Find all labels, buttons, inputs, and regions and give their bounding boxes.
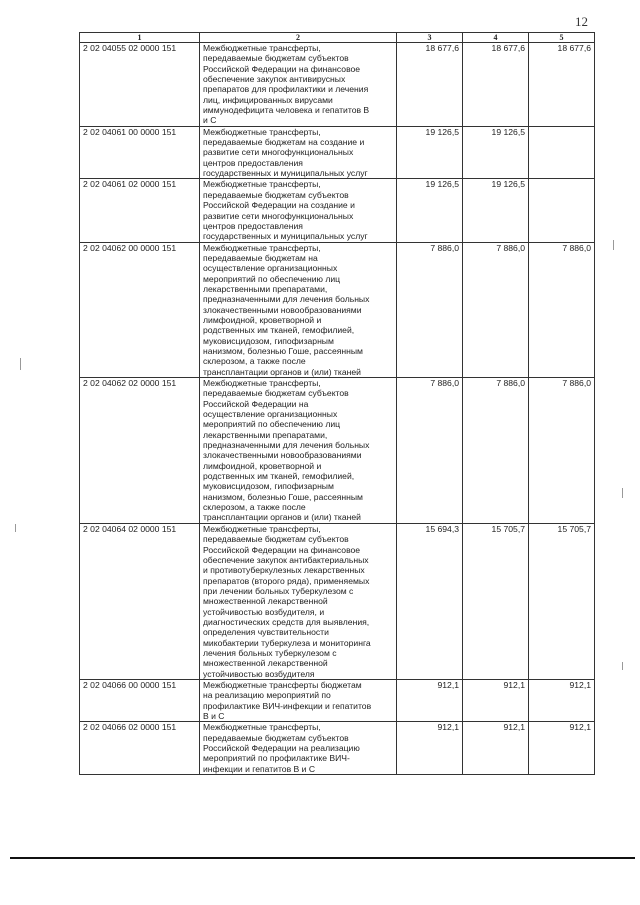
table-row: [80, 378, 595, 524]
description-line: иммунодефицита человека и гепатитов В: [203, 105, 370, 116]
description-line: мероприятий по обеспечению лиц: [203, 419, 341, 430]
revenue-code-cell: 2 02 04061 02 0000 151: [80, 179, 200, 242]
description-line: развитие сети многофункциональных: [203, 147, 354, 158]
description-line: множественной лекарственной: [203, 658, 328, 669]
amount-cell-col-3: 15 694,3: [397, 523, 463, 679]
table-body: [80, 43, 595, 775]
description-line: Межбюджетные трансферты,: [203, 179, 321, 190]
amount-cell-col-4: 912,1: [463, 679, 529, 721]
description-line: злокачественными новообразованиями: [203, 304, 362, 315]
description-line: передаваемые бюджетам на создание и: [203, 137, 365, 148]
amount-cell-col-5: 7 886,0: [529, 242, 595, 377]
description-line: муковисцидозом, гипофизарным: [203, 481, 334, 492]
margin-mark: [622, 488, 623, 498]
amount-cell-col-5: [529, 126, 595, 179]
description-line: Межбюджетные трансферты,: [203, 378, 321, 388]
description-line: муковисцидозом, гипофизарным: [203, 335, 334, 346]
description-line: препаратов для профилактики и лечения: [203, 84, 369, 95]
description-line: центров предоставления: [203, 220, 303, 231]
description-line: Межбюджетные трансферты,: [203, 126, 321, 137]
table-row: [80, 722, 595, 775]
description-line: Российской Федерации на финансовое: [203, 63, 361, 74]
amount-cell-col-5: 18 677,6: [529, 43, 595, 127]
description-line: определения чувствительности: [203, 627, 329, 638]
description-line: передаваемые бюджетам субъектов: [203, 732, 349, 743]
description-cell: [200, 523, 397, 679]
description-line: при лечении больных туберкулезом с: [203, 585, 354, 596]
description-line: на реализацию мероприятий по: [203, 690, 331, 701]
description-line: и С: [203, 115, 217, 126]
description-line: предназначенными для лечения больных: [203, 440, 370, 451]
description-line: профилактике ВИЧ-инфекции и гепатитов: [203, 700, 372, 711]
margin-mark: [613, 240, 614, 250]
description-cell: [200, 679, 397, 721]
description-line: передаваемые бюджетам субъектов: [203, 534, 349, 545]
amount-cell-col-5: 912,1: [529, 722, 595, 775]
margin-mark: [15, 524, 16, 532]
description-cell: [200, 378, 397, 524]
amount-cell-col-4: 15 705,7: [463, 523, 529, 679]
revenue-code-cell: 2 02 04066 00 0000 151: [80, 679, 200, 721]
amount-cell-col-5: 15 705,7: [529, 523, 595, 679]
description-line: трансплантации органов и (или) тканей: [203, 366, 361, 377]
description-cell: [200, 179, 397, 242]
description-line: склерозом, а также после: [203, 502, 306, 513]
description-line: государственных и муниципальных услуг: [203, 231, 368, 242]
description-line: Российской Федерации на: [203, 398, 309, 409]
description-line: передаваемые бюджетам субъектов: [203, 189, 349, 200]
revenue-code-cell: 2 02 04062 02 0000 151: [80, 378, 200, 524]
description-line: Российской Федерации на создание и: [203, 200, 355, 211]
amount-cell-col-5: 7 886,0: [529, 378, 595, 524]
table-row: [80, 242, 595, 377]
column-header-3: 3: [397, 33, 463, 43]
description-line: Межбюджетные трансферты,: [203, 722, 321, 733]
amount-cell-col-4: 7 886,0: [463, 378, 529, 524]
amount-cell-col-3: 7 886,0: [397, 242, 463, 377]
description-line: центров предоставления: [203, 157, 303, 168]
description-line: лиц, инфицированных вирусами: [203, 94, 333, 105]
description-line: родственных им тканей, гемофилией,: [203, 325, 355, 336]
amount-cell-col-5: 912,1: [529, 679, 595, 721]
description-line: Российской Федерации на финансовое: [203, 544, 361, 555]
description-cell: [200, 43, 397, 127]
description-line: нанизмом, болезнью Гоше, рассеянным: [203, 491, 363, 502]
description-line: Межбюджетные трансферты,: [203, 523, 321, 534]
description-line: передаваемые бюджетам субъектов: [203, 388, 349, 399]
amount-cell-col-3: 7 886,0: [397, 378, 463, 524]
description-line: родственных им тканей, гемофилией,: [203, 471, 355, 482]
description-line: устойчивостью возбудителя: [203, 668, 315, 679]
description-line: трансплантации органов и (или) тканей: [203, 512, 361, 523]
description-line: Межбюджетные трансферты,: [203, 242, 321, 253]
description-line: осуществление организационных: [203, 263, 338, 274]
amount-cell-col-4: 19 126,5: [463, 179, 529, 242]
description-line: передаваемые бюджетам субъектов: [203, 53, 349, 64]
table-row: [80, 126, 595, 179]
table-row: [80, 523, 595, 679]
description-line: препаратов (второго ряда), применяемых: [203, 575, 370, 586]
description-line: В и С: [203, 711, 225, 721]
amount-cell-col-4: 18 677,6: [463, 43, 529, 127]
description-line: осуществление организационных: [203, 409, 338, 420]
description-line: предназначенными для лечения больных: [203, 294, 370, 305]
table-row: [80, 679, 595, 721]
amount-cell-col-3: 19 126,5: [397, 179, 463, 242]
margin-mark: [20, 358, 21, 370]
description-line: множественной лекарственной: [203, 596, 328, 607]
header-row: [80, 33, 595, 43]
description-cell: [200, 722, 397, 775]
description-line: лимфоидной, кроветворной и: [203, 314, 322, 325]
table-row: [80, 43, 595, 127]
description-line: микобактерии туберкулеза и мониторинга: [203, 637, 371, 648]
amount-cell-col-4: 912,1: [463, 722, 529, 775]
description-line: мероприятий по обеспечению лиц: [203, 273, 341, 284]
description-line: злокачественными новообразованиями: [203, 450, 362, 461]
revenue-code-cell: 2 02 04055 02 0000 151: [80, 43, 200, 127]
description-line: развитие сети многофункциональных: [203, 210, 354, 221]
description-line: устойчивостью возбудителя, и: [203, 606, 325, 617]
amount-cell-col-4: 19 126,5: [463, 126, 529, 179]
amount-cell-col-4: 7 886,0: [463, 242, 529, 377]
description-line: и противотуберкулезных лекарственных: [203, 565, 365, 576]
description-line: Межбюджетные трансферты,: [203, 43, 321, 53]
description-line: обеспечение закупок антивирусных: [203, 74, 346, 85]
revenue-code-cell: 2 02 04064 02 0000 151: [80, 523, 200, 679]
revenue-code-cell: 2 02 04066 02 0000 151: [80, 722, 200, 775]
margin-mark: [622, 662, 623, 670]
description-line: диагностических средств для выявления,: [203, 616, 370, 627]
revenue-code-cell: 2 02 04062 00 0000 151: [80, 242, 200, 377]
amount-cell-col-5: [529, 179, 595, 242]
description-line: лекарственными препаратами,: [203, 429, 328, 440]
column-header-4: 4: [463, 33, 529, 43]
amount-cell-col-3: 18 677,6: [397, 43, 463, 127]
column-header-5: 5: [529, 33, 595, 43]
description-line: государственных и муниципальных услуг: [203, 168, 368, 179]
column-header-2: 2: [200, 33, 397, 43]
description-line: лимфоидной, кроветворной и: [203, 460, 322, 471]
table-row: [80, 179, 595, 242]
description-cell: [200, 126, 397, 179]
description-line: обеспечение закупок антибактериальных: [203, 554, 369, 565]
amount-cell-col-3: 912,1: [397, 722, 463, 775]
bottom-rule: [10, 857, 635, 859]
description-line: Межбюджетные трансферты бюджетам: [203, 679, 362, 690]
description-line: Российской Федерации на реализацию: [203, 743, 360, 754]
description-line: лекарственными препаратами,: [203, 283, 328, 294]
revenue-code-cell: 2 02 04061 00 0000 151: [80, 126, 200, 179]
description-line: инфекции и гепатитов В и С: [203, 763, 316, 774]
description-line: склерозом, а также после: [203, 356, 306, 367]
description-line: мероприятий по профилактике ВИЧ-: [203, 753, 350, 764]
description-line: передаваемые бюджетам на: [203, 252, 318, 263]
description-line: лечения больных туберкулезом с: [203, 647, 337, 658]
description-line: нанизмом, болезнью Гоше, рассеянным: [203, 345, 363, 356]
amount-cell-col-3: 19 126,5: [397, 126, 463, 179]
amount-cell-col-3: 912,1: [397, 679, 463, 721]
column-header-1: 1: [80, 33, 200, 43]
budget-table: [79, 32, 595, 775]
page-number: 12: [575, 14, 588, 29]
description-cell: [200, 242, 397, 377]
